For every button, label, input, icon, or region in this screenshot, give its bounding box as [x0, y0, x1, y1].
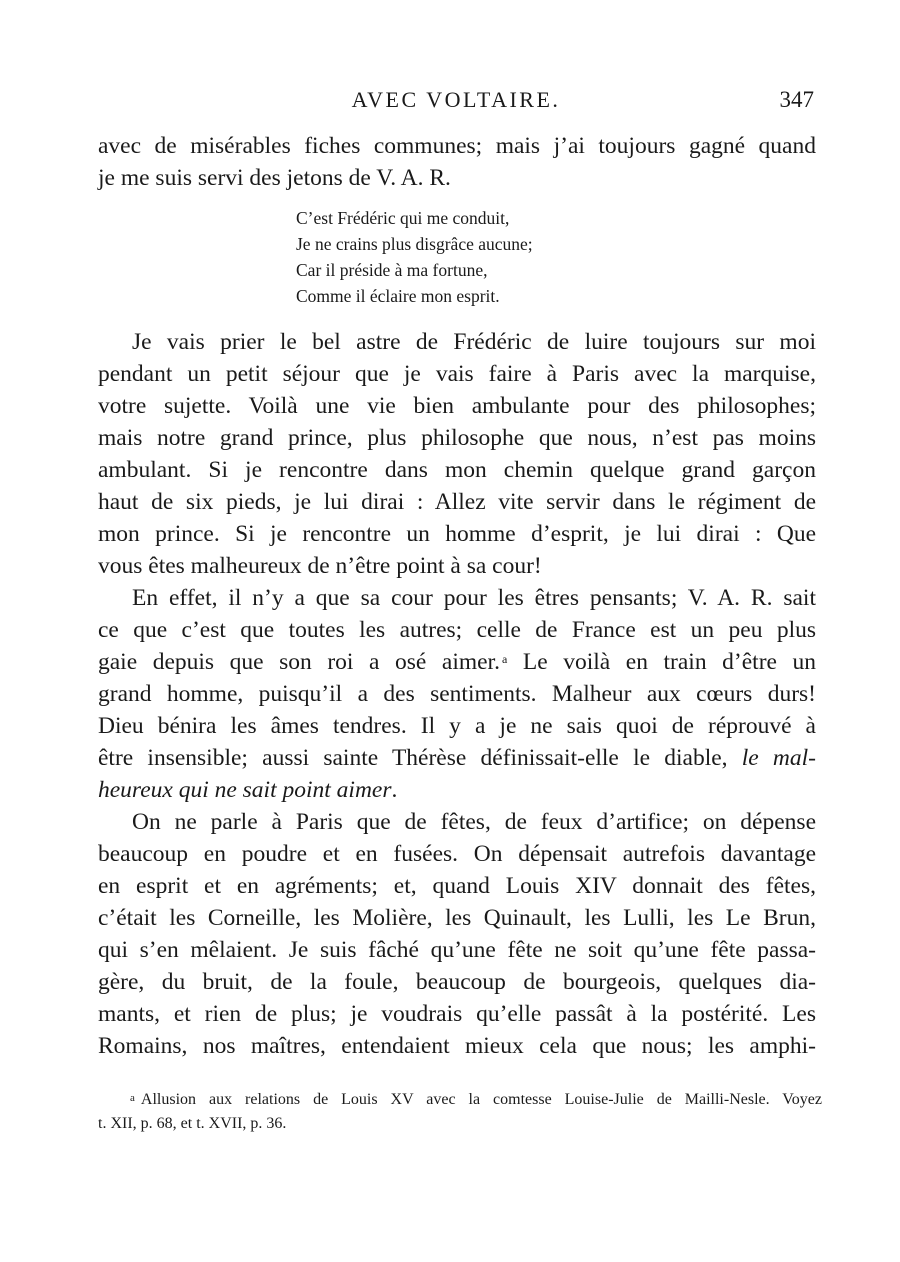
- text-line: Dieu bénira les âmes tendres. Il y a je ne sais quoi de réprouvé à: [98, 713, 816, 739]
- text-line: mants, et rien de plus; je voudrais qu’elle passât à la postérité. Les: [98, 1001, 816, 1027]
- verse-quote: [296, 205, 816, 309]
- footnote-line: [98, 1085, 822, 1111]
- verse-line: Car il préside à ma fortune,: [296, 260, 488, 280]
- body-text: [98, 130, 816, 1062]
- footnotes: [98, 1085, 822, 1137]
- text-line: Je vais prier le bel astre de Frédéric de luire toujours sur moi: [132, 329, 816, 355]
- footnote-reference: a: [501, 652, 508, 666]
- text-line: en esprit et en agréments; et, quand Louis XIV donnait des fêtes,: [98, 873, 816, 899]
- verse-line: C’est Frédéric qui me conduit,: [296, 208, 510, 228]
- text-line: mon prince. Si je rencontre un homme d’esprit, je lui dirai : Que: [98, 521, 816, 547]
- text-line: pendant un petit séjour que je vais faire à Paris avec la marquise,: [98, 361, 816, 387]
- text-line: ce que c’est que toutes les autres; celle de France est un peu plus: [98, 617, 816, 643]
- text-line: gère, du bruit, de la foule, beaucoup de bourgeois, quelques dia-: [98, 969, 816, 995]
- verse-line: Je ne crains plus disgrâce aucune;: [296, 234, 533, 254]
- text-line: avec de misérables fiches communes; mais j’ai toujours gagné quand: [98, 133, 816, 159]
- text-line: [98, 742, 816, 774]
- text-line: ambulant. Si je rencontre dans mon chemin quelque grand garçon: [98, 457, 816, 483]
- running-head: [98, 84, 814, 116]
- text-line: vous êtes malheureux de n’être point à sa cour!: [98, 553, 542, 579]
- text-line: En effet, il n’y a que sa cour pour les êtres pensants; V. A. R. sait: [132, 585, 816, 611]
- footnote-text: Allusion aux relations de Louis XV avec la comtesse Louise-Julie de Mailli-Nesle. Voyez: [140, 1091, 822, 1108]
- paragraph: [98, 326, 816, 582]
- text-line: haut de six pieds, je lui dirai : Allez vite servir dans le régiment de: [98, 489, 816, 515]
- text-line: On ne parle à Paris que de fêtes, de feux d’artifice; on dépense: [132, 809, 816, 835]
- text-line: je me suis servi des jetons de V. A. R.: [98, 165, 451, 191]
- text-segment: Le voilà en train d’être un: [522, 649, 817, 675]
- text-line: [98, 646, 816, 678]
- page-number: 347: [779, 87, 814, 112]
- text-line: [98, 774, 816, 806]
- text-segment: être insensible; aussi sainte Thérèse définissait-elle le diable,: [98, 745, 728, 771]
- paragraph: [98, 806, 816, 1062]
- text-line: Romains, nos maîtres, entendaient mieux cela que nous; les amphi-: [98, 1033, 816, 1059]
- italic-quote: heureux qui ne sait point aimer: [98, 777, 392, 803]
- text-segment: gaie depuis que son roi a osé aimer.: [98, 649, 500, 675]
- text-line: beaucoup en poudre et en fusées. On dépensait autrefois davantage: [98, 841, 816, 867]
- text-line: votre sujette. Voilà une vie bien ambulante pour des philosophes;: [98, 393, 816, 419]
- verse-line: Comme il éclaire mon esprit.: [296, 286, 500, 306]
- footnote-line: t. XII, p. 68, et t. XVII, p. 36.: [98, 1115, 287, 1132]
- paragraph: [98, 582, 816, 806]
- text-line: mais notre grand prince, plus philosophe que nous, n’est pas moins: [98, 425, 816, 451]
- text-line: c’était les Corneille, les Molière, les Quinault, les Lulli, les Le Brun,: [98, 905, 816, 931]
- italic-quote: le mal-: [741, 745, 816, 771]
- text-segment: .: [391, 777, 398, 803]
- running-title: AVEC VOLTAIRE.: [351, 87, 561, 112]
- text-line: grand homme, puisqu’il a des sentiments. Malheur aux cœurs durs!: [98, 681, 816, 707]
- text-line: qui s’en mêlaient. Je suis fâché qu’une fête ne soit qu’une fête passa-: [98, 937, 816, 963]
- footnote-marker: a: [130, 1092, 135, 1104]
